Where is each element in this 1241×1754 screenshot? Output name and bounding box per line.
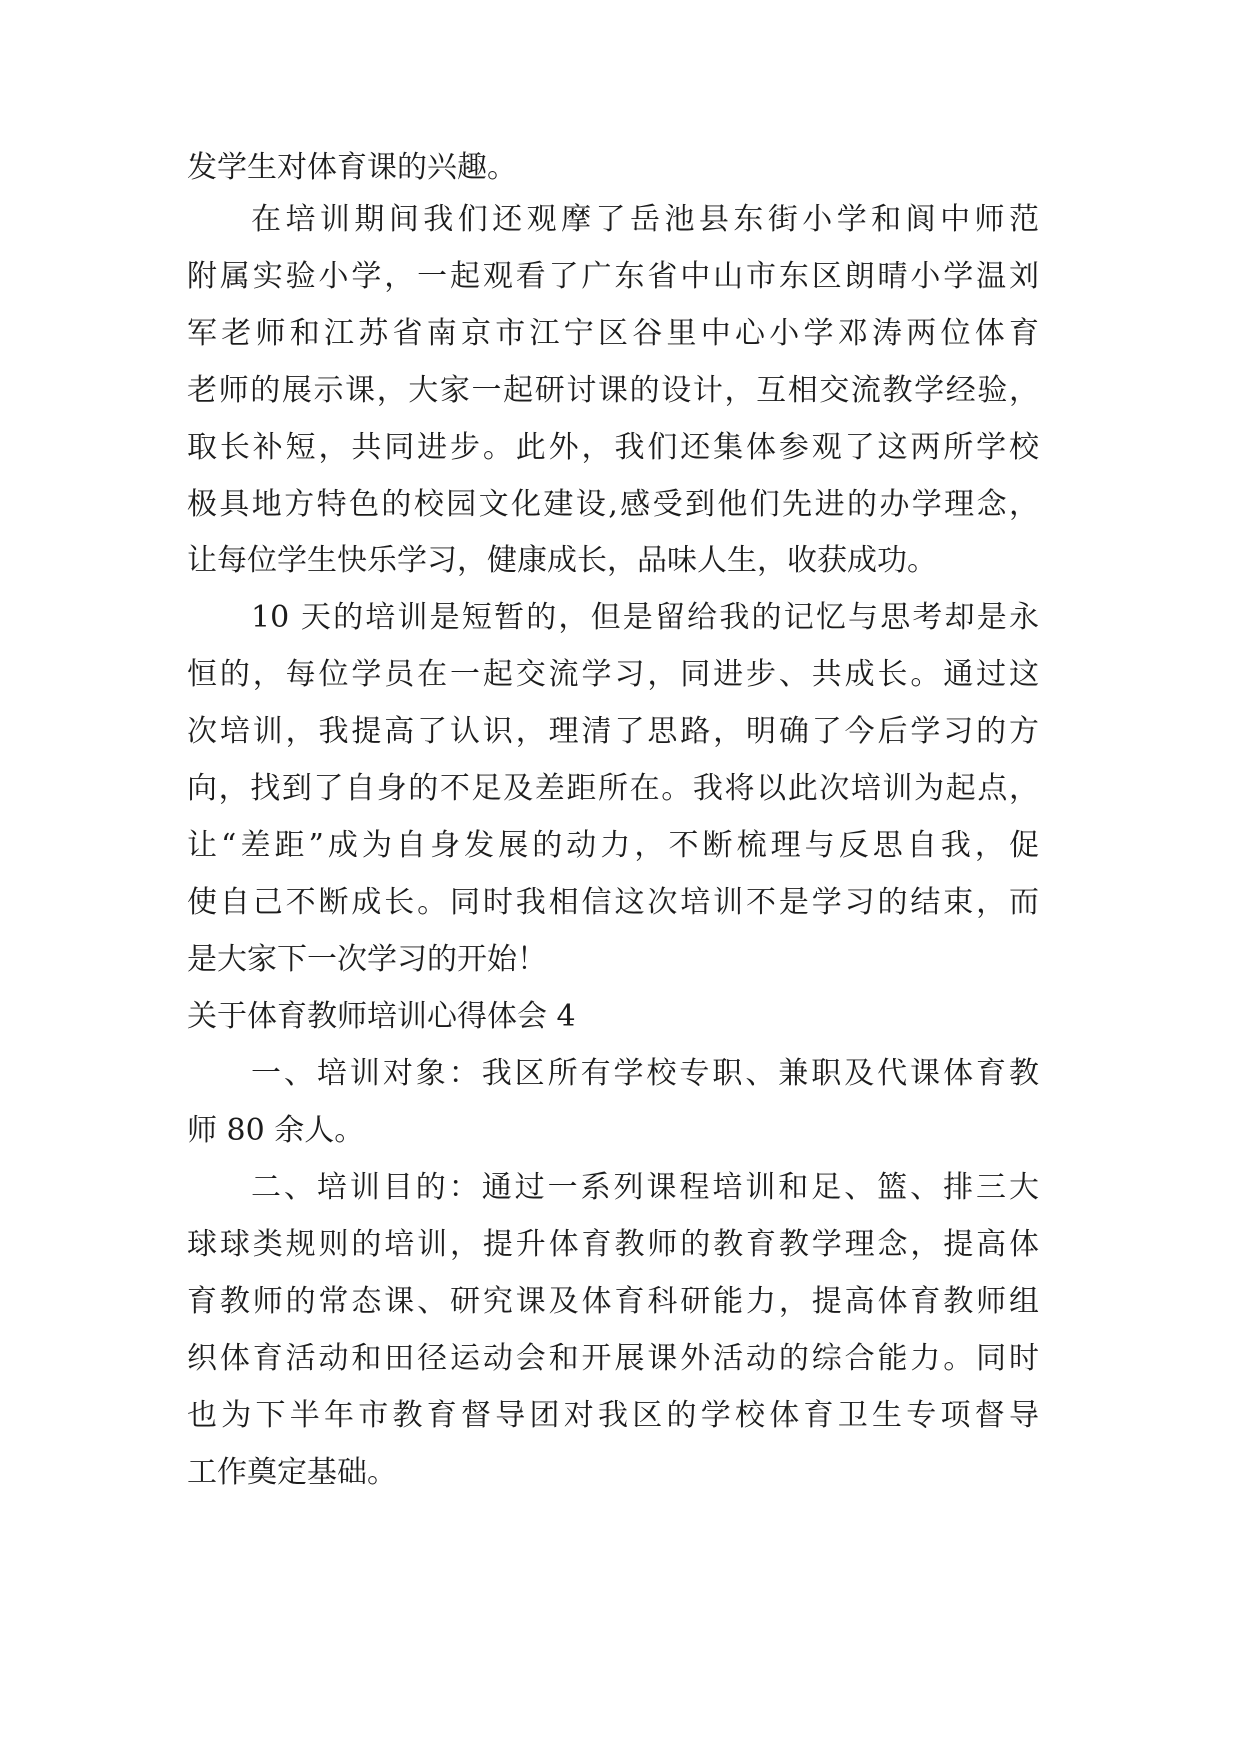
text-line bbox=[0, 1448, 1241, 1498]
text-line bbox=[0, 878, 1241, 928]
text-line bbox=[0, 650, 1241, 700]
text-line bbox=[0, 480, 1241, 530]
line-text: 在培训期间我们还观摩了岳池县东街小学和阆中师范 bbox=[251, 202, 1039, 237]
text-line bbox=[0, 252, 1241, 302]
line-text: 10 天的培训是短暂的，但是留给我的记忆与思考却是永 bbox=[251, 600, 1039, 635]
heading-text: 关于体育教师培训心得体会 4 bbox=[187, 999, 576, 1034]
text-line bbox=[0, 764, 1241, 814]
line-text: 工作奠定基础。 bbox=[187, 1455, 397, 1490]
line-text: 老师的展示课，大家一起研讨课的设计，互相交流教学经验， bbox=[187, 373, 1039, 408]
text-line bbox=[0, 707, 1241, 757]
text-line bbox=[0, 935, 1241, 985]
line-text: 是大家下一次学习的开始！ bbox=[187, 942, 547, 977]
text-line bbox=[0, 1163, 1241, 1213]
line-text: 二、培训目的：通过一系列课程培训和足、篮、排三大 bbox=[251, 1170, 1039, 1205]
text-line bbox=[0, 1106, 1241, 1156]
line-text: 极具地方特色的校园文化建设,感受到他们先进的办学理念， bbox=[187, 487, 1039, 522]
line-text: 球球类规则的培训，提升体育教师的教育教学理念，提高体 bbox=[187, 1227, 1039, 1262]
text-line bbox=[0, 1391, 1241, 1441]
line-text: 让“差距”成为自身发展的动力，不断梳理与反思自我，促 bbox=[187, 828, 1039, 863]
text-line bbox=[0, 821, 1241, 871]
text-line bbox=[0, 1334, 1241, 1384]
line-text: 使自己不断成长。同时我相信这次培训不是学习的结束，而 bbox=[187, 885, 1039, 920]
text-line bbox=[0, 1049, 1241, 1099]
line-text: 次培训，我提高了认识，理清了思路，明确了今后学习的方 bbox=[187, 714, 1039, 749]
text-line bbox=[0, 593, 1241, 643]
text-line bbox=[0, 1277, 1241, 1327]
text-line bbox=[0, 366, 1241, 416]
line-text: 让每位学生快乐学习，健康成长，品味人生，收获成功。 bbox=[187, 543, 937, 578]
text-line bbox=[0, 423, 1241, 473]
line-text: 军老师和江苏省南京市江宁区谷里中心小学邓涛两位体育 bbox=[187, 316, 1039, 351]
text-line bbox=[0, 1220, 1241, 1270]
line-text: 一、培训对象：我区所有学校专职、兼职及代课体育教 bbox=[251, 1056, 1039, 1091]
line-text: 向，找到了自身的不足及差距所在。我将以此次培训为起点， bbox=[187, 771, 1039, 806]
line-text: 织体育活动和田径运动会和开展课外活动的综合能力。同时 bbox=[187, 1341, 1039, 1376]
line-text: 附属实验小学，一起观看了广东省中山市东区朗晴小学温刘 bbox=[187, 259, 1039, 294]
text-line bbox=[0, 309, 1241, 359]
section-heading bbox=[0, 992, 1241, 1042]
line-text: 发学生对体育课的兴趣。 bbox=[187, 150, 517, 185]
line-text: 取长补短，共同进步。此外，我们还集体参观了这两所学校 bbox=[187, 430, 1039, 465]
text-line bbox=[0, 536, 1241, 586]
line-text: 恒的，每位学员在一起交流学习，同进步、共成长。通过这 bbox=[187, 657, 1039, 692]
line-text: 育教师的常态课、研究课及体育科研能力，提高体育教师组 bbox=[187, 1284, 1039, 1319]
text-line bbox=[0, 195, 1241, 245]
text-line bbox=[0, 143, 1241, 193]
line-text: 也为下半年市教育督导团对我区的学校体育卫生专项督导 bbox=[187, 1398, 1039, 1433]
line-text: 师 80 余人。 bbox=[187, 1113, 365, 1148]
